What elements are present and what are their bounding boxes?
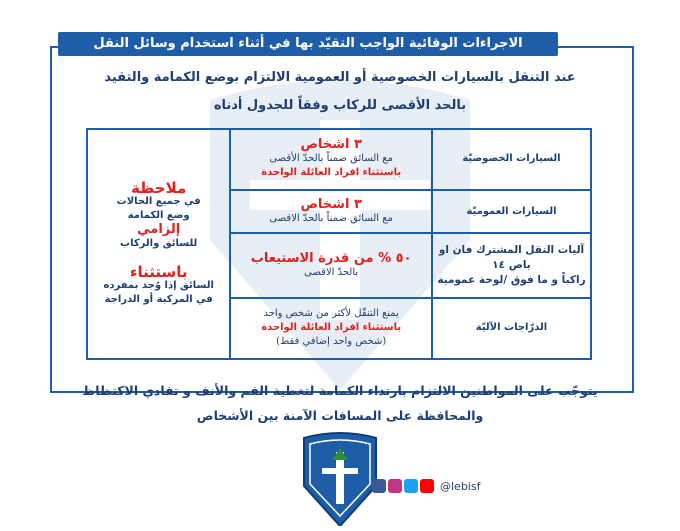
category-motorcycles: الدرّاجات الآليّة bbox=[432, 298, 591, 359]
note-line-1: في جميع الحالات bbox=[116, 196, 201, 207]
note-line-2: وضع الكمامة bbox=[127, 210, 190, 221]
social-links bbox=[372, 478, 480, 494]
category-shared-transport bbox=[432, 233, 591, 298]
rule-exception: باستثناء افراد العائلة الواحدة bbox=[261, 167, 402, 179]
footer-text bbox=[60, 378, 620, 428]
rule-desc: مع السائق ضمناً بالحدّ الاقصى bbox=[269, 212, 393, 224]
note-exception: باستثناء bbox=[129, 263, 188, 281]
table-row bbox=[87, 129, 591, 190]
rule-motorcycles bbox=[230, 298, 432, 359]
rules-table bbox=[86, 128, 592, 360]
note-line-4: للسائق والركاب bbox=[120, 238, 198, 249]
instagram-icon[interactable] bbox=[388, 479, 402, 493]
rule-public-cars bbox=[230, 190, 432, 233]
note-line-5: السائق إذا وُجد بمفرده bbox=[103, 280, 214, 291]
social-handle[interactable]: @lebisf bbox=[440, 479, 481, 493]
footer-line-1: يتوجّب على المواطنين الالتزام بارتداء الكمامة لتغطية الفم والأنف و تفادي الاكتظاظ bbox=[82, 383, 598, 398]
rule-title: ٣ اشخاص bbox=[300, 196, 362, 212]
category-private-cars: السيارات الخصوصيّة bbox=[432, 129, 591, 190]
rule-exception: باستثناء افراد العائلة الواحدة bbox=[261, 322, 402, 334]
note-cell bbox=[87, 129, 230, 359]
rule-shared-transport bbox=[230, 233, 432, 298]
twitter-icon[interactable] bbox=[404, 479, 418, 493]
note-line-6: في المركبة أو الدراجة bbox=[104, 294, 213, 305]
facebook-icon[interactable] bbox=[372, 479, 386, 493]
footer-line-2: والمحافظة على المسافات الآمنة بين الأشخاص bbox=[196, 408, 484, 423]
rule-private-cars bbox=[230, 129, 432, 190]
isf-logo-badge-icon bbox=[300, 430, 380, 526]
rule-desc: يمنع التنقّل لأكثر من شخص واحد bbox=[263, 308, 399, 320]
rule-title: ٥٠ % من قدرة الاستيعاب bbox=[250, 250, 412, 266]
rule-desc: مع السائق ضمناً بالحدّ الأقصى bbox=[269, 153, 393, 165]
category-line-1: آليات النقل المشترك فان او باص ١٤ bbox=[438, 244, 585, 272]
intro-line-1: عند التنقل بالسيارات الخصوصية أو العمومية الالتزام بوضع الكمامة والتقيد bbox=[104, 70, 576, 85]
category-line-2: راكباً و ما فوق /لوحة عمومية bbox=[437, 274, 586, 287]
youtube-icon[interactable] bbox=[420, 479, 434, 493]
header-title: الاجراءات الوقائية الواجب التقيّد بها في أثناء استخدام وسائل النقل bbox=[58, 32, 558, 56]
note-line-3: إلزامي bbox=[137, 222, 181, 237]
rule-title: ٣ اشخاص bbox=[300, 137, 362, 153]
note-title: ملاحظة bbox=[131, 179, 187, 197]
intro-line-2: بالحد الأقصى للركاب وفقاً للجدول أدناه bbox=[213, 98, 467, 113]
rule-desc: بالحدّ الاقصى bbox=[304, 266, 359, 278]
rule-extra: (شخص واحد إضافي فقط) bbox=[276, 336, 387, 348]
intro-text bbox=[70, 64, 610, 120]
category-public-cars: السيارات العموميّة bbox=[432, 190, 591, 233]
